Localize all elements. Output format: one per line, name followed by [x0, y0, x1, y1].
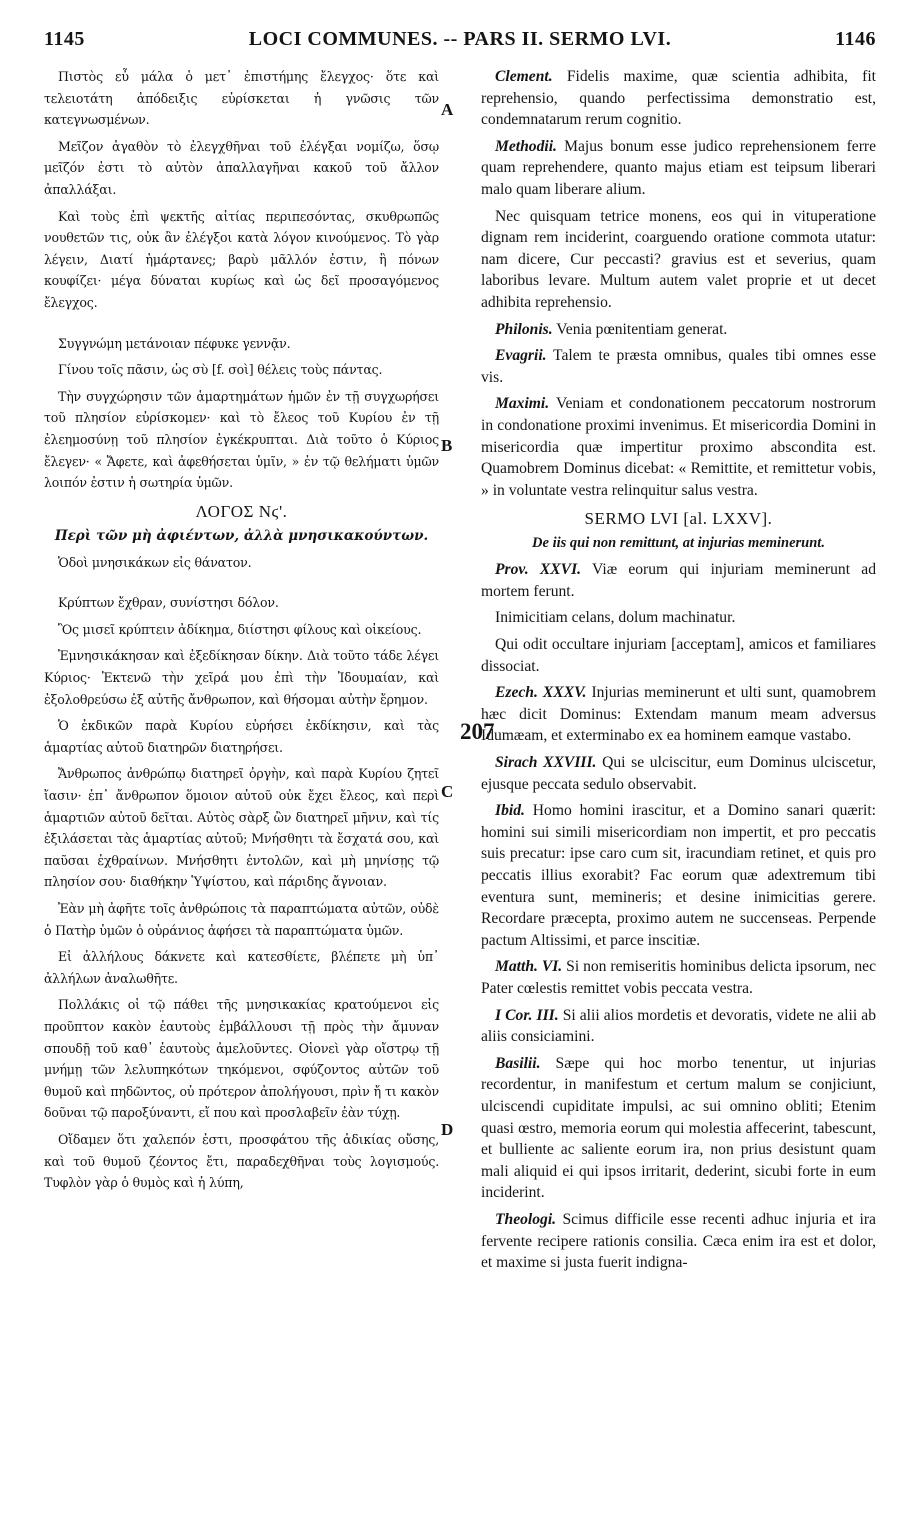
greek-paragraph: Κρύπτων ἔχθραν, συνίστησι δόλον.	[58, 595, 279, 611]
running-header	[44, 28, 876, 54]
latin-paragraph: Theologi. Scimus difficile esse recenti adhuc injuria et ira fervente recipere rationis consilia. Cæca enim ira est et dolor, et maxime si justa fuerit indigna-	[481, 1210, 876, 1272]
greek-paragraph: Τὴν συγχώρησιν τῶν ἁμαρτημάτων ἡμῶν ἐν τῇ συγχωρήσει τοῦ πλησίον εὑρίσκομεν· καὶ τὸ ἔλεος τοῦ Κυρίου ἐν τῇ ἐλεημοσύνῃ τοῦ πλησίον ἐγκέκρυπται. Διὰ τοῦτο ὁ Κύριος ἔλεγεν· « Ἄφετε, καὶ ἀφεθήσεται ὑμῖν, » ἐν τῷ θελήματι ὑμῶν λοιπόν ἐστιν ἡ σωτηρία ὑμῶν.	[44, 388, 439, 491]
source-label: Sirach XXVIII.	[495, 754, 597, 772]
text-columns	[44, 66, 876, 1279]
source-label: Evagrii.	[495, 347, 547, 365]
latin-paragraph: Philonis. Venia pœnitentiam generat.	[495, 320, 728, 338]
source-label: Theologi.	[495, 1210, 557, 1228]
latin-column	[481, 66, 876, 1279]
page-number-right: 1146	[835, 28, 876, 50]
source-label: Basilii.	[495, 1054, 541, 1072]
greek-paragraph: Οἴδαμεν ὅτι χαλεπόν ἐστι, προσφάτου τῆς ἀδικίας οὔσης, καὶ τοῦ θυμοῦ ζέοντος ἔτι, παραδεχθῆναι τοὺς λογισμούς. Τυφλὸν γὰρ ὁ θυμὸς καὶ ἡ λύπη,	[44, 1131, 439, 1191]
latin-paragraph: Matth. VI. Si non remiseritis hominibus delicta ipsorum, nec Pater cœlestis remittet vobis peccata vestra.	[481, 958, 876, 997]
latin-paragraph: Evagrii. Talem te præsta omnibus, quales tibi omnes esse vis.	[481, 347, 876, 386]
greek-paragraph: Πιστὸς εὖ μάλα ὁ μετ᾽ ἐπιστήμης ἔλεγχος· ὅτε καὶ τελειοτάτη ἀπόδειξις εὑρίσκεται ἡ γνῶσις τῶν κατεγνωσμένων.	[44, 69, 439, 128]
latin-paragraph: Nec quisquam tetrice monens, eos qui in vituperatione dignam rem inciderint, coarguendo oratione commota utatur: nam dicere, Cur peccasti? gravius est et severius, quam laboribus levare. Multum autem valet proprie et ut decet adhibita reprehensio.	[481, 207, 876, 311]
greek-paragraph: Μεῖζον ἀγαθὸν τὸ ἐλεγχθῆναι τοῦ ἐλέγξαι νομίζω, ὅσῳ μεῖζόν ἐστι τὸ αὐτὸν ἀπαλλαγῆναι κακοῦ τοῦ ἄλλον ἀπαλλάξαι.	[44, 138, 439, 197]
source-label: Philonis.	[495, 320, 553, 338]
source-label: Prov. XXVI.	[495, 561, 582, 579]
latin-paragraph: Prov. XXVI. Viæ eorum qui injuriam meminerunt ad mortem ferunt.	[481, 561, 876, 600]
latin-paragraph: Qui odit occultare injuriam [acceptam], amicos et familiares dissociat.	[481, 636, 876, 675]
source-label: I Cor. III.	[495, 1006, 559, 1024]
margin-letter-d: D	[441, 1120, 454, 1139]
greek-paragraph: Ἐμνησικάκησαν καὶ ἐξεδίκησαν δίκην. Διὰ τοῦτο τάδε λέγει Κύριος· Ἐκτενῶ τὴν χεῖρά μου ἐπὶ τὴν Ἰδουμαίαν, καὶ ἐξολοθρεύσω ἐξ αὐτῆς ἄνθρωπον, καὶ θήσομαι αὐτὴν ἔρημον.	[44, 648, 439, 707]
source-label: Clement.	[495, 68, 553, 85]
page-number-left: 1145	[44, 28, 85, 50]
greek-paragraph: Καὶ τοὺς ἐπὶ ψεκτῆς αἰτίας περιπεσόντας, σκυθρωπῶς νουθετῶν τις, οὐκ ἂν ἐλέγξοι κατὰ λόγον κινούμενος. Τὸ γὰρ λέγειν, Διατί ἡμάρτανες; βαρὺ μᾶλλόν ἐστιν, ἢ πόνων κουφίζει· μέγα δύναται κυρίως καὶ ὡς δεῖ προσαγόμενος ἔλεγχος.	[44, 208, 439, 310]
latin-paragraph: Ezech. XXXV. Injurias meminerunt et ulti sunt, quamobrem hæc dicit Dominus: Extendam manum meam adversus Idumæam, et exterminabo ex ea hominem eamque vastabo.	[481, 684, 876, 745]
greek-chapter-title: ΛΟΓΟΣ Νϛ'.	[195, 501, 288, 521]
greek-chapter-subtitle: Περὶ τῶν μὴ ἀφιέντων, ἀλλὰ μνησικακούντων.	[54, 527, 429, 544]
greek-column	[44, 66, 439, 1279]
source-label: Ibid.	[495, 802, 525, 820]
latin-paragraph: Clement. Fidelis maxime, quæ scientia adhibita, fit reprehensio, quando perfectissima demonstratio est, condemnatarum rerum cognitio.	[481, 68, 876, 129]
source-label: Maximi.	[495, 395, 550, 413]
greek-paragraph: Γίνου τοῖς πᾶσιν, ὡς σὺ [f. σοὶ] θέλεις τοὺς πάντας.	[58, 362, 383, 378]
source-label: Ezech. XXXV.	[495, 684, 587, 702]
greek-paragraph: Ἐὰν μὴ ἀφῆτε τοῖς ἀνθρώποις τὰ παραπτώματα αὐτῶν, οὐδὲ ὁ Πατὴρ ὑμῶν ὁ οὐράνιος ἀφήσει τὰ παραπτώματα ὑμῶν.	[44, 901, 439, 938]
source-label: Methodii.	[495, 137, 557, 155]
latin-paragraph: Sirach XXVIII. Qui se ulciscitur, eum Dominus ulciscetur, ejusque peccata sedulo observabit.	[481, 754, 877, 793]
latin-paragraph: Maximi. Veniam et condonationem peccatorum nostrorum in condonatione proximi invenimus. Et misericordia Domini in misericordia quæ impertitur proximo abscondita est. Quamobrem Dominus dicebat: « Remittite, et remittetur vobis, » in voluntate vestra relinquitur salus vestra.	[481, 395, 877, 499]
latin-paragraph: Basilii. Sæpe qui hoc morbo tenentur, ut injurias recordentur, in manifestum et certum malum se conjiciunt, ulciscendi cupiditate impulsi, ac sui omnino obliti; Etenim quasi œstro, memoria eorum qui molestia affecerint, tabescunt, et bulliente ac saliente eorum ira, non prius desistunt quam mali aliquid ei qui ipsos irritarit, dederint, sicubi forte in eum inciderint.	[481, 1054, 876, 1202]
greek-paragraph: Εἰ ἀλλήλους δάκνετε καὶ κατεσθίετε, βλέπετε μὴ ὑπ᾽ ἀλλήλων ἀναλωθῆτε.	[44, 949, 439, 986]
latin-paragraph: Ibid. Homo homini irascitur, et a Domino sanari quærit: homini sui simili misericordiam non impertit, et pro peccatis suis precatur: ipse caro cum sit, iracundiam retinet, et quis pro peccatis illius exorabit? Fac eorum quæ adextremum tibi eventura sunt, memineris; et desine inimicitias gerere. Recordare præcepta, proximo autem ne succenseas. Perpende pactum Altissimi, et parce inscitiæ.	[481, 802, 876, 949]
margin-letter-a: A	[441, 100, 454, 119]
greek-paragraph: Ὁ ἐκδικῶν παρὰ Κυρίου εὑρήσει ἐκδίκησιν, καὶ τὰς ἁμαρτίας αὐτοῦ διατηρῶν διατηρήσει.	[44, 718, 439, 755]
latin-chapter-title: SERMO LVI [al. LXXV].	[584, 509, 773, 529]
greek-paragraph: Ὃς μισεῖ κρύπτειν ἀδίκημα, διίστησι φίλους καὶ οἰκείους.	[58, 621, 422, 637]
greek-paragraph: Συγγνώμη μετάνοιαν πέφυκε γεννᾷν.	[58, 335, 291, 351]
latin-paragraph: Inimicitiam celans, dolum machinatur.	[495, 609, 736, 627]
running-title: LOCI COMMUNES. -- PARS II. SERMO LVI.	[248, 28, 672, 50]
greek-paragraph: Πολλάκις οἱ τῷ πάθει τῆς μνησικακίας κρατούμενοι εἰς προῦπτον κακὸν ἑαυτοὺς ἐμβάλλουσι τῇ πρὸς τὴν ἄμυναν σπουδῇ τοῦ καθ᾽ ἑαυτοὺς ἀμελοῦντες. Οἱονεὶ γὰρ οἴστρῳ τῇ μνήμῃ τῶν λελυπηκότων τηκόμενοι, σφύζοντος αὐτῶν τοῦ θυμοῦ καὶ πηδῶντος, οὐ πρότερον ἀπολήγουσι, πρὶν ἤ τι κακὸν δοῦναι τῷ παροξύναντι, εἴ που καὶ προσλαβεῖν ἐὰν τύχῃ.	[44, 997, 439, 1121]
source-label: Matth. VI.	[495, 958, 563, 976]
greek-paragraph: Ὁδοὶ μνησικάκων εἰς θάνατον.	[58, 554, 252, 570]
margin-letter-b: B	[441, 436, 453, 455]
margin-letter-c: C	[441, 782, 454, 801]
latin-paragraph: Methodii. Majus bonum esse judico reprehensionem ferre quam reprehendere, quanto majus etiam est teipsum liberari malo quam liberare alium.	[481, 137, 876, 198]
latin-chapter-subtitle: De iis qui non remittunt, at injurias meminerunt.	[532, 535, 825, 552]
latin-paragraph: I Cor. III. Si alii alios mordetis et devoratis, videte ne alii ab aliis consiciamini.	[481, 1006, 876, 1046]
column-number: 207	[460, 719, 495, 744]
greek-paragraph: Ἄνθρωπος ἀνθρώπῳ διατηρεῖ ὀργὴν, καὶ παρὰ Κυρίου ζητεῖ ἴασιν· ἐπ᾽ ἄνθρωπον ὅμοιον αὐτοῦ οὐκ ἔχει ἔλεος, καὶ περὶ ἁμαρτιῶν αὐτοῦ δεῖται. Αὐτὸς σὰρξ ὢν διατηρεῖ μῆνιν, καὶ τίς ἐξιλάσεται τὰς ἁμαρτίας αὐτοῦ; Μνήσθητι τὰ ἔσχατά σου, καὶ παῦσαι ἐχθραίνων. Μνήσθητι ἐντολῶν, καὶ μὴ μηνίσῃς τῷ πλησίον σου· διαθήκην Ὑψίστου, καὶ πάριδης ἄγνοιαν.	[44, 766, 439, 890]
